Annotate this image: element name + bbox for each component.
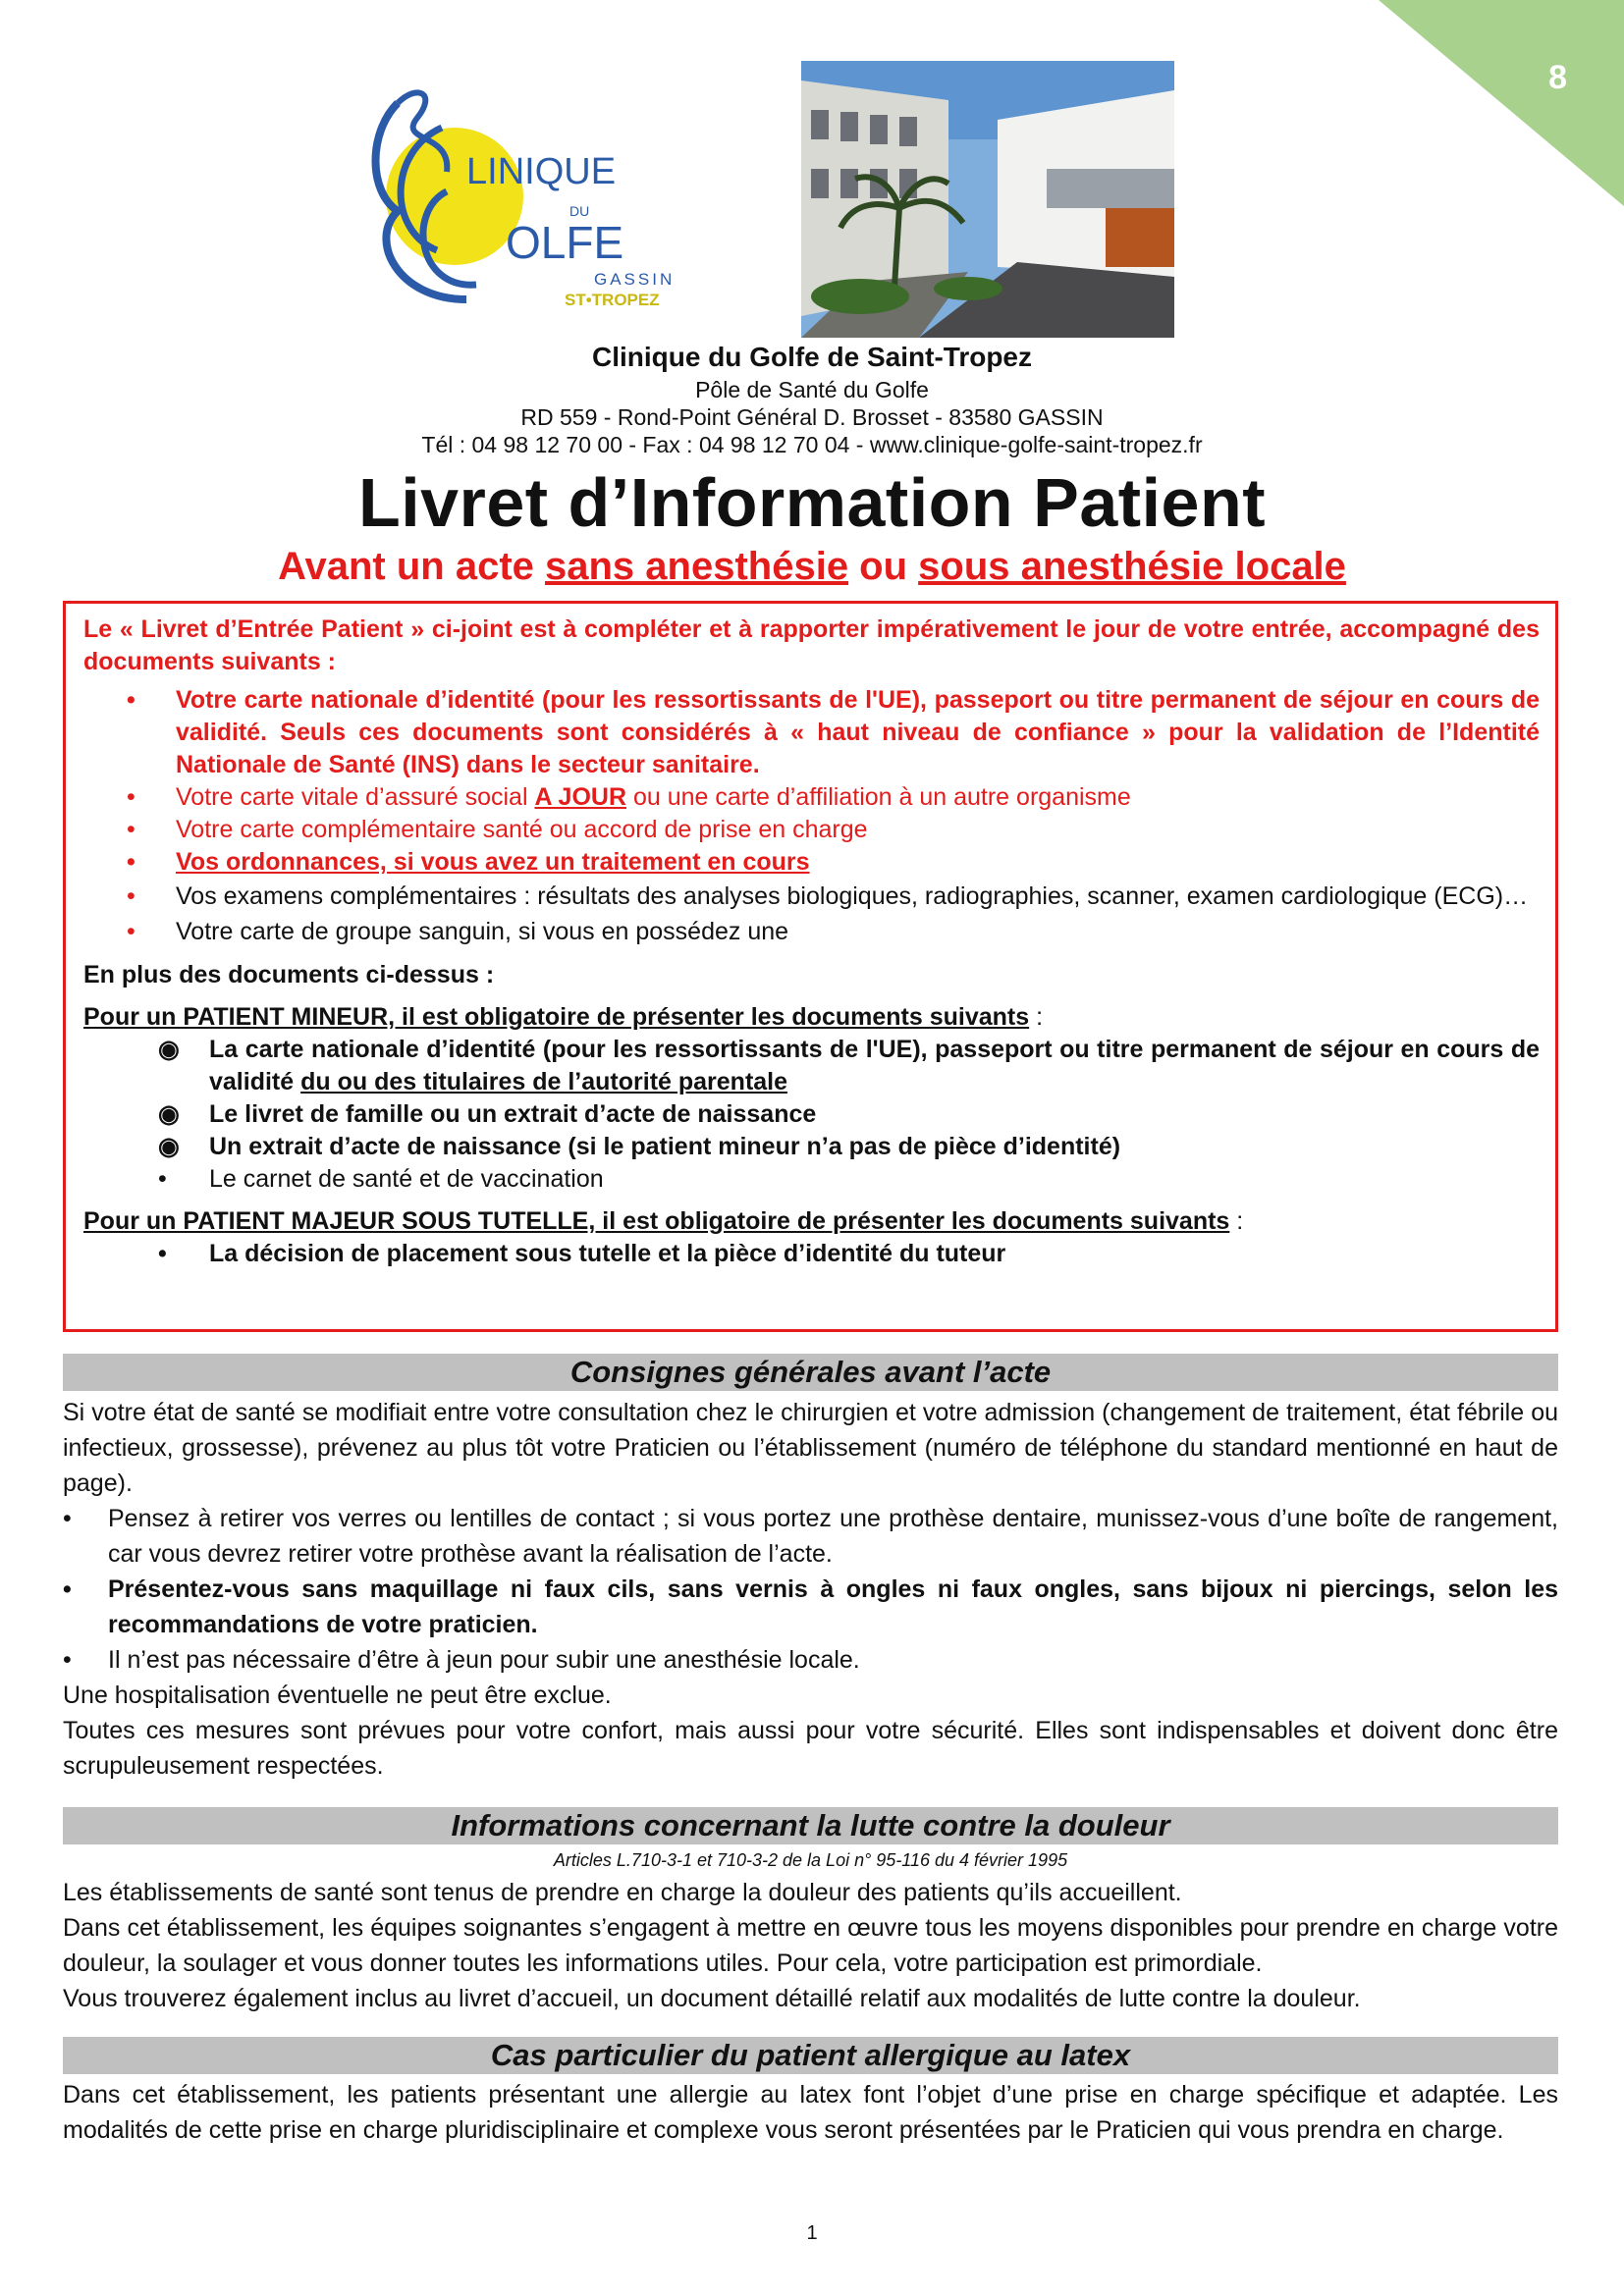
page-number: 1	[806, 2222, 818, 2244]
clinic-contact: Tél : 04 98 12 70 00 - Fax : 04 98 12 70 04 - www.clinique-golfe-saint-tropez.fr	[421, 432, 1203, 457]
list-item: • Votre carte de groupe sanguin, si vous en possédez une	[127, 918, 789, 945]
logo-word-du: DU	[569, 203, 590, 219]
section-heading-douleur: Informations concernant la lutte contre la douleur	[63, 1807, 1558, 1844]
logo-sun	[386, 128, 523, 265]
list-item: • Le carnet de santé et de vaccination	[158, 1165, 604, 1193]
paragraph: Vous trouverez également inclus au livret d’accueil, un document détaillé relatif aux modalités de lutte contre la douleur.	[63, 1985, 1361, 2012]
section-heading-latex: Cas particulier du patient allergique au latex	[63, 2037, 1558, 2074]
list-item: • Vos ordonnances, si vous avez un traitement en cours	[127, 848, 810, 876]
documents-box	[63, 601, 1558, 1332]
page-title: Livret d’Information Patient	[357, 464, 1267, 541]
paragraph: Les établissements de santé sont tenus de prendre en charge la douleur des patients qu’ils accueillent.	[63, 1879, 1182, 1906]
list-item: • Vos examens complémentaires : résultats des analyses biologiques, radiographies, scanner, examen cardiologique (ECG)…	[127, 882, 1529, 910]
section-consignes	[63, 1395, 1558, 1784]
clinic-pole: Pôle de Santé du Golfe	[695, 377, 929, 402]
paragraph: Toutes ces mesures sont prévues pour votre confort, mais aussi pour votre sécurité. Elles sont indispensables et doivent donc être scrupuleusement respectées.	[63, 1717, 1558, 1780]
list-item: ◉ Un extrait d’acte de naissance (si le patient mineur n’a pas de pièce d’identité)	[158, 1133, 1121, 1160]
list-item: • Il n’est pas nécessaire d’être à jeun pour subir une anesthésie locale.	[63, 1646, 860, 1674]
list-item: • Votre carte vitale d’assuré social A JOUR ou une carte d’affiliation à un autre organisme	[127, 783, 1131, 811]
building-photo	[801, 61, 1174, 338]
paragraph: Une hospitalisation éventuelle ne peut être exclue.	[63, 1682, 612, 1709]
section-latex	[63, 2077, 1558, 2148]
mineur-label: Pour un PATIENT MINEUR, il est obligatoire de présenter les documents suivants :	[83, 1003, 1044, 1031]
paragraph: Dans cet établissement, les équipes soignantes s’engagent à mettre en œuvre tous les moyens disponibles pour prendre en charge votre douleur, la soulager et vous donner toutes les informations utiles. Pour cela, votre participation est primordiale.	[63, 1914, 1558, 1977]
clinic-logo	[358, 74, 717, 314]
page-badge: 8	[1548, 59, 1567, 96]
logo-word-clinique: LINIQUE	[466, 151, 617, 192]
majeur-label: Pour un PATIENT MAJEUR SOUS TUTELLE, il est obligatoire de présenter les documents suivants :	[83, 1207, 1244, 1235]
clinic-address: RD 559 - Rond-Point Général D. Brosset - 83580 GASSIN	[520, 404, 1104, 430]
list-item: • Votre carte nationale d’identité (pour les ressortissants de l'UE), passeport ou titre permanent de séjour en cours de validité. Seuls ces documents sont considérés à « haut niveau de confiance » pour la validation de l’Identité Nationale de Santé (INS) dans le secteur sanitaire.	[127, 686, 1540, 778]
en-plus-label: En plus des documents ci-dessus :	[83, 961, 495, 988]
section-douleur	[63, 1875, 1558, 2016]
logo-word-golfe: OLFE	[506, 217, 624, 268]
paragraph: Dans cet établissement, les patients présentant une allergie au latex font l’objet d’une prise en charge spécifique et adaptée. Les modalités de cette prise en charge pluridisciplinaire et complexe vous seront présentées par le Praticien qui vous prendra en charge.	[63, 2081, 1558, 2144]
clinic-name: Clinique du Golfe de Saint-Tropez	[591, 342, 1032, 372]
page-corner-tab	[1379, 0, 1624, 206]
page-subtitle: Avant un acte sans anesthésie ou sous anesthésie locale	[278, 545, 1346, 588]
list-item: ◉ Le livret de famille ou un extrait d’acte de naissance	[158, 1100, 817, 1128]
logo-word-gassin: GASSIN	[594, 270, 676, 289]
section-heading-consignes: Consignes générales avant l’acte	[63, 1354, 1558, 1391]
logo-word-sttropez: ST•TROPEZ	[565, 291, 660, 309]
list-item: • Votre carte complémentaire santé ou accord de prise en charge	[127, 816, 868, 843]
paragraph: Si votre état de santé se modifiait entre votre consultation chez le chirurgien et votre admission (changement de traitement, état fébrile ou infectieux, grossesse), prévenez au plus tôt votre Praticien ou l’établissement (numéro de téléphone du standard mentionné en haut de page).	[63, 1399, 1558, 1497]
articles-reference: Articles L.710-3-1 et 710-3-2 de la Loi n° 95-116 du 4 février 1995	[553, 1850, 1068, 1870]
box-intro: Le « Livret d’Entrée Patient » ci-joint est à compléter et à rapporter impérativement le jour de votre entrée, accompagné des documents suivants :	[83, 615, 1540, 675]
list-item: • Pensez à retirer vos verres ou lentilles de contact ; si vous portez une prothèse dentaire, munissez-vous d’une boîte de rangement, car vous devrez retirer votre prothèse avant la réalisation de l’acte.	[63, 1505, 1558, 1568]
list-item: • La décision de placement sous tutelle et la pièce d’identité du tuteur	[158, 1240, 1006, 1267]
list-item: • Présentez-vous sans maquillage ni faux cils, sans vernis à ongles ni faux ongles, sans bijoux ni piercings, selon les recommandations de votre praticien.	[63, 1575, 1558, 1638]
list-item: ◉ La carte nationale d’identité (pour les ressortissants de l'UE), passeport ou titre permanent de séjour en cours de validité du ou des titulaires de l’autorité parentale	[158, 1036, 1540, 1095]
